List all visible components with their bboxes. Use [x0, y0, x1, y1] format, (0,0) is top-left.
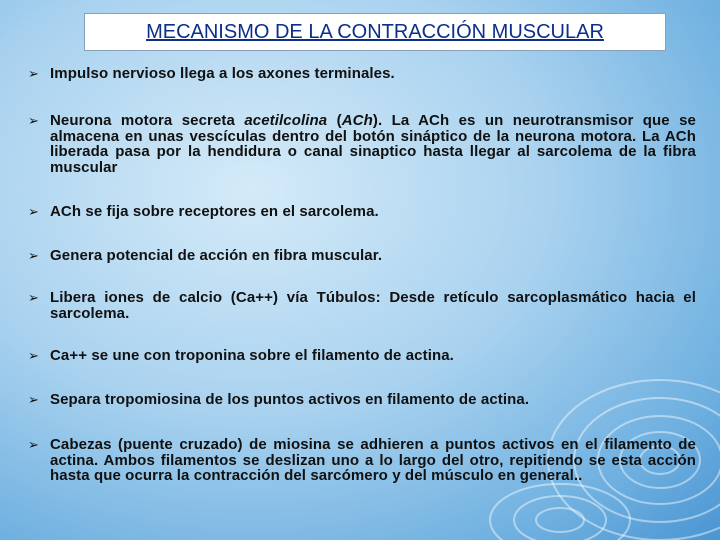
list-item: [28, 204, 696, 220]
arrow-bullet-icon: ➢: [28, 437, 39, 452]
acetilcolina-term: acetilcolina: [244, 112, 328, 129]
bullet-text-segment: (: [327, 112, 342, 129]
page-title: MECANISMO DE LA CONTRACCIÓN MUSCULAR: [146, 20, 604, 43]
list-item: [28, 290, 696, 321]
list-item: [28, 348, 696, 364]
list-item: [28, 437, 696, 484]
bullet-text: [50, 113, 696, 175]
list-item: [28, 66, 696, 82]
bullet-text: ACh se fija sobre receptores en el sarcolema.: [50, 203, 379, 220]
bullet-text: Ca++ se une con troponina sobre el filamento de actina.: [50, 347, 454, 364]
arrow-bullet-icon: ➢: [28, 348, 39, 363]
ach-term: ACh: [341, 112, 373, 129]
bullet-text: Separa tropomiosina de los puntos activos en filamento de actina.: [50, 391, 530, 408]
bullet-text: Cabezas (puente cruzado) de miosina se adhieren a puntos activos en el filamento de actina. Ambos filamentos se deslizan uno a lo largo del otro, repitiendo se esta acción hasta que ocurra la contracción del sarcómero y del músculo en general..: [50, 436, 696, 484]
bullet-text: Impulso nervioso llega a los axones terminales.: [50, 65, 395, 82]
bullet-text: Libera iones de calcio (Ca++) vía Túbulos: Desde retículo sarcoplasmático hacia el sarcolema.: [50, 289, 696, 322]
title-box: [84, 13, 666, 51]
bullet-text-segment: ). La ACh es un neurotransmisor que se almacena en unas vescículas dentro del botón sináptico de la neurona motora. La ACh liberada pasa por la hendidura o canal sinaptico hasta llegar al sarcolema de la fibra muscular: [50, 112, 696, 176]
list-item: [28, 392, 696, 408]
arrow-bullet-icon: ➢: [28, 248, 39, 263]
list-item: [28, 113, 696, 175]
arrow-bullet-icon: ➢: [28, 204, 39, 219]
arrow-bullet-icon: ➢: [28, 290, 39, 305]
list-item: [28, 248, 696, 264]
arrow-bullet-icon: ➢: [28, 66, 39, 81]
arrow-bullet-icon: ➢: [28, 392, 39, 407]
bullet-text: Genera potencial de acción en fibra muscular.: [50, 247, 383, 264]
arrow-bullet-icon: ➢: [28, 113, 39, 128]
bullet-text-segment: Neurona motora secreta: [50, 112, 245, 129]
